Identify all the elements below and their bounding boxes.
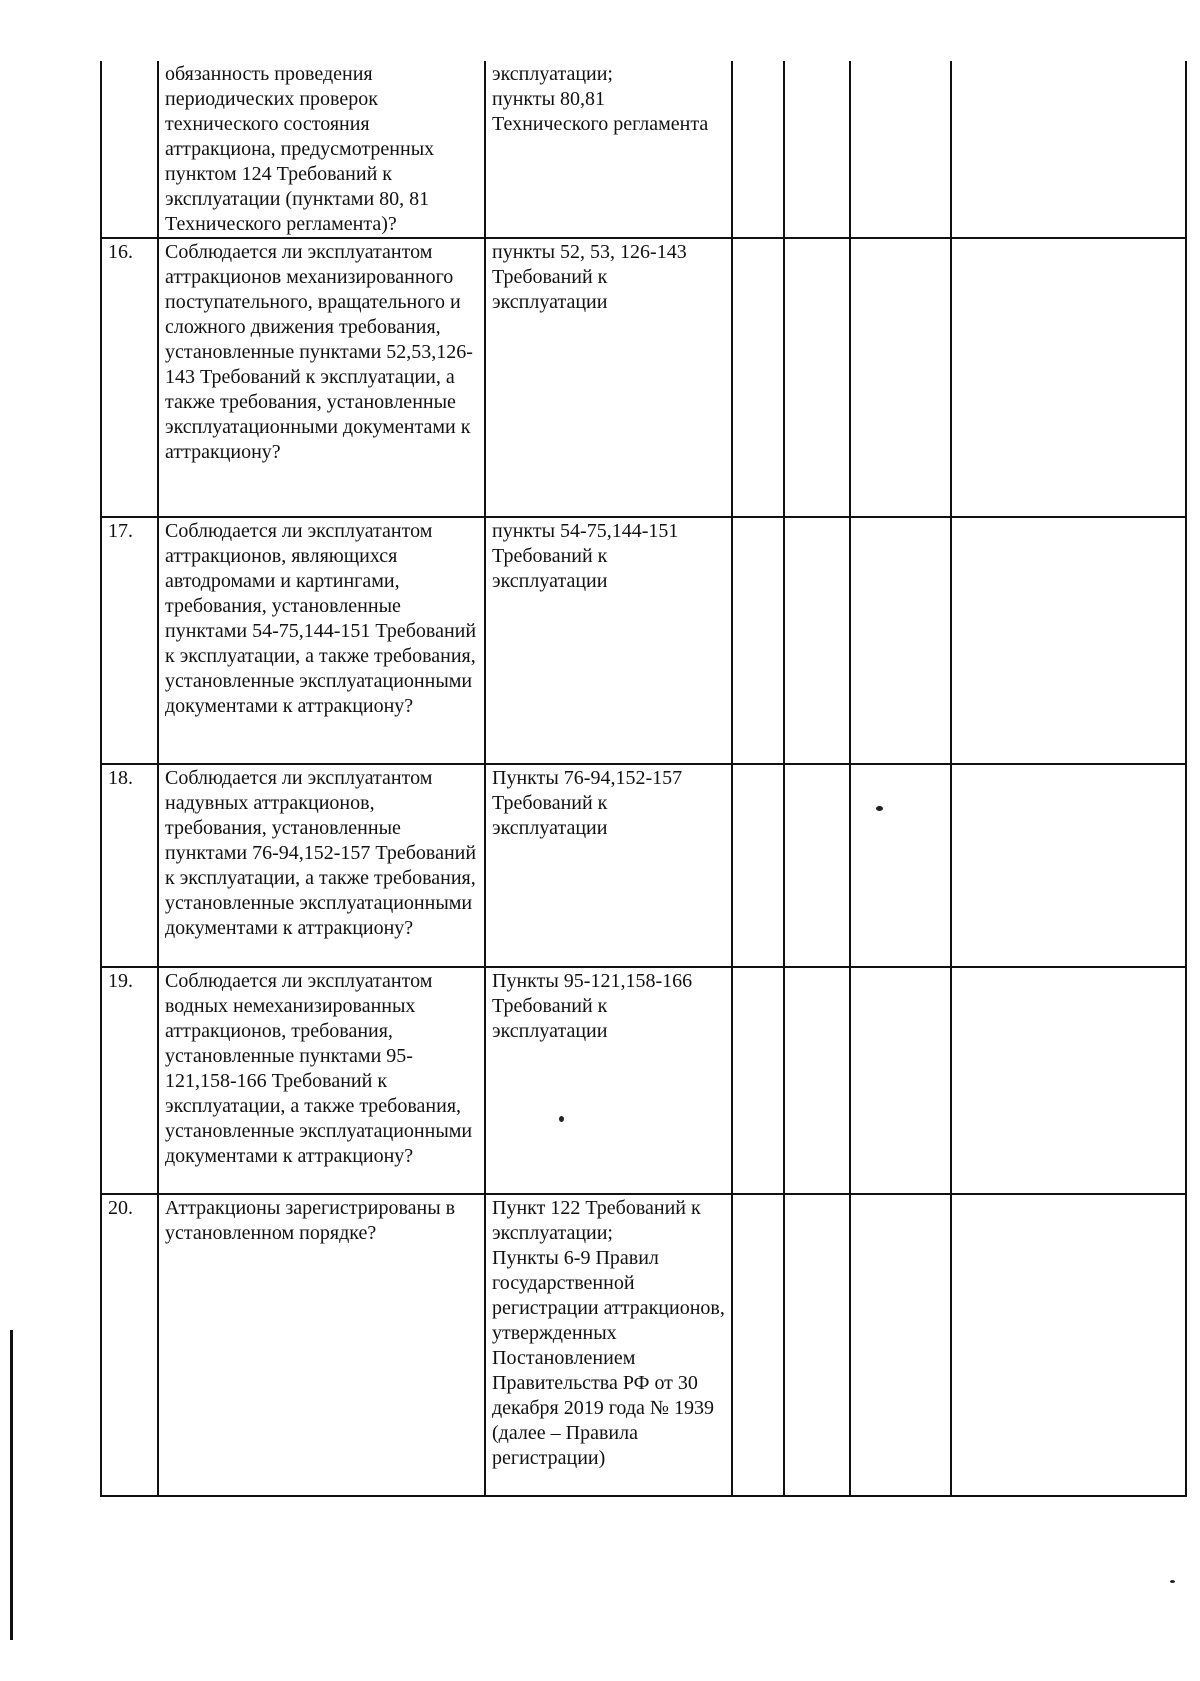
reference-line: Требований к — [492, 545, 608, 567]
question-cell — [158, 967, 485, 1194]
answer-cell-yes — [732, 764, 784, 967]
reference-line: эксплуатации — [492, 570, 608, 592]
table-row — [101, 238, 1186, 517]
reference-cell — [485, 517, 732, 764]
reference-line: эксплуатации — [492, 1020, 608, 1042]
answer-cell-na — [850, 967, 951, 1194]
question-cell — [158, 517, 485, 764]
row-number: 19. — [101, 967, 158, 1194]
row-number: 16. — [101, 238, 158, 517]
question-text: Соблюдается ли эксплуатантом аттракционов механизированного поступательного, вращательного и сложного движения требования, установленные пунктами 52,53,126-143 Требований к эксплуатации, а также требования, установленные эксплуатационными документами к аттракциону? — [165, 241, 473, 463]
answer-cell-no — [784, 764, 850, 967]
margin-rule — [10, 1330, 13, 1640]
question-cell — [158, 238, 485, 517]
question-cell — [158, 764, 485, 967]
reference-cell — [485, 764, 732, 967]
question-text: обязанность проведения периодических проверок технического состояния аттракциона, предусмотренных пунктом 124 Требований к эксплуатации (пунктами 80, 81 Технического регламента)? — [165, 63, 435, 235]
reference-line: Пункт 122 Требований к эксплуатации; — [492, 1197, 701, 1244]
question-cell — [158, 61, 485, 238]
reference-line: Требований к — [492, 792, 608, 814]
reference-line: Пункты 95-121,158-166 — [492, 970, 693, 992]
note-cell — [951, 517, 1186, 764]
reference-line: пункты 54-75,144-151 — [492, 520, 679, 542]
reference-cell — [485, 1194, 732, 1496]
table-row — [101, 1194, 1186, 1496]
note-cell — [951, 61, 1186, 238]
reference-line: Требований к — [492, 995, 608, 1017]
table-row — [101, 764, 1186, 967]
reference-line: пункты 52, 53, 126-143 — [492, 241, 687, 263]
answer-cell-yes — [732, 61, 784, 238]
reference-line: Технического регламента — [492, 113, 709, 135]
reference-cell — [485, 967, 732, 1194]
reference-cell — [485, 61, 732, 238]
note-cell — [951, 1194, 1186, 1496]
reference-line: эксплуатации; — [492, 63, 613, 85]
question-text: Соблюдается ли эксплуатантом водных немеханизированных аттракционов, требования, установленные пунктами 95-121,158-166 Требований к эксплуатации, а также требования, установленные эксплуатационными документами к аттракциону? — [165, 970, 473, 1167]
question-cell — [158, 1194, 485, 1496]
answer-cell-no — [784, 238, 850, 517]
answer-cell-yes — [732, 1194, 784, 1496]
answer-cell-no — [784, 61, 850, 238]
question-text: Аттракционы зарегистрированы в установленном порядке? — [165, 1197, 456, 1244]
scan-speck — [559, 1116, 564, 1122]
table-row — [101, 967, 1186, 1194]
question-text: Соблюдается ли эксплуатантом аттракционов, являющихся автодромами и картингами, требования, установленные пунктами 54-75,144-151 Требований к эксплуатации, а также требования, установленные эксплуатационными документами к аттракциону? — [165, 520, 477, 717]
note-cell — [951, 764, 1186, 967]
answer-cell-no — [784, 517, 850, 764]
reference-line: пункты 80,81 — [492, 88, 606, 110]
answer-cell-no — [784, 1194, 850, 1496]
answer-cell-na — [850, 238, 951, 517]
reference-line: Требований к — [492, 266, 608, 288]
answer-cell-na — [850, 1194, 951, 1496]
note-cell — [951, 967, 1186, 1194]
reference-line: эксплуатации — [492, 817, 608, 839]
answer-cell-na — [850, 517, 951, 764]
question-text: Соблюдается ли эксплуатантом надувных аттракционов, требования, установленные пунктами 76-94,152-157 Требований к эксплуатации, а также требования, установленные эксплуатационными документами к аттракциону? — [165, 767, 477, 939]
table-row — [101, 517, 1186, 764]
answer-cell-no — [784, 967, 850, 1194]
table-row — [101, 61, 1186, 238]
scan-speck — [1170, 1580, 1175, 1583]
checklist-table — [100, 61, 1187, 1497]
row-number: 18. — [101, 764, 158, 967]
answer-cell-yes — [732, 517, 784, 764]
row-number: 17. — [101, 517, 158, 764]
row-number — [101, 61, 158, 238]
answer-cell-yes — [732, 238, 784, 517]
reference-cell — [485, 238, 732, 517]
answer-cell-na — [850, 764, 951, 967]
row-number: 20. — [101, 1194, 158, 1496]
reference-line: эксплуатации — [492, 291, 608, 313]
answer-cell-yes — [732, 967, 784, 1194]
reference-line: Пункты 76-94,152-157 — [492, 767, 683, 789]
note-cell — [951, 238, 1186, 517]
answer-cell-na — [850, 61, 951, 238]
reference-line: Пункты 6-9 Правил государственной регистрации аттракционов, утвержденных Постановлением Правительства РФ от 30 декабря 2019 года № 1939 (далее – Правила регистрации) — [492, 1247, 725, 1469]
scan-speck — [876, 806, 883, 811]
